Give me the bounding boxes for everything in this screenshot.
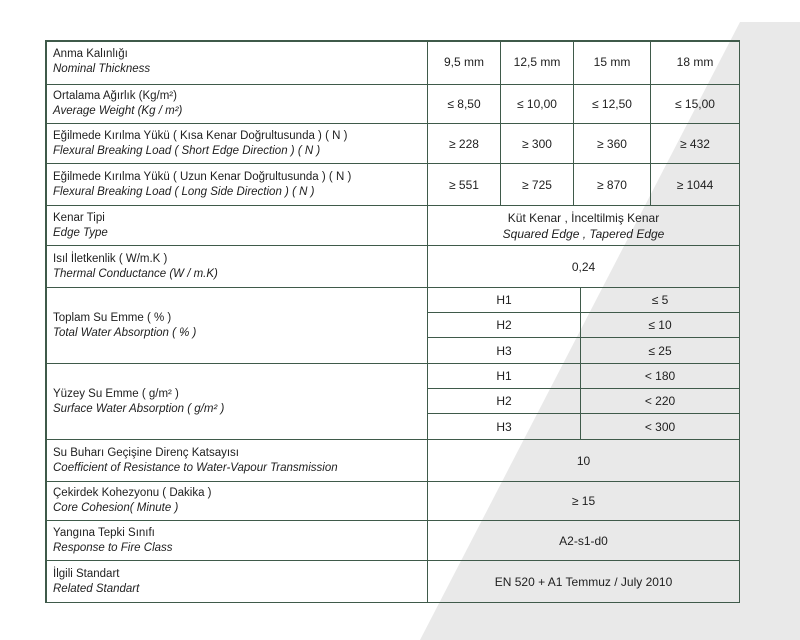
- label-en: Nominal Thickness: [53, 63, 151, 75]
- table-row: [45, 482, 740, 521]
- row-label: [45, 40, 428, 85]
- value-cell: 0,24: [428, 246, 740, 288]
- sub-key: H2: [428, 389, 581, 414]
- label-en: Surface Water Absorption ( g/m² ): [53, 402, 225, 415]
- sub-value: ≤ 10: [581, 313, 740, 338]
- sub-value: ≤ 25: [581, 338, 740, 364]
- label-tr: Isıl İletkenlik ( W/m.K ): [53, 252, 168, 265]
- table-row: [45, 561, 740, 603]
- spec-table: [45, 40, 740, 603]
- value-cell: 10: [428, 440, 740, 482]
- label-tr: Ortalama Ağırlık (Kg/m²): [53, 90, 177, 102]
- value-cell: A2-s1-d0: [428, 521, 740, 561]
- value-tr: Küt Kenar , İnceltilmiş Kenar: [507, 210, 660, 225]
- table-row: [45, 246, 740, 288]
- table-row: [45, 164, 740, 206]
- value-cell: ≥ 15: [428, 482, 740, 521]
- label-en: Thermal Conductance (W / m.K): [53, 267, 218, 280]
- sub-value: < 180: [581, 364, 740, 389]
- value-cell: ≥ 725: [501, 164, 574, 206]
- value-cell: ≤ 12,50: [574, 85, 651, 124]
- table-row: [45, 440, 740, 482]
- label-en: Core Cohesion( Minute ): [53, 502, 179, 514]
- row-label: [45, 440, 428, 482]
- value-cell: ≥ 228: [428, 124, 501, 164]
- row-label: [45, 288, 428, 364]
- table-row: [45, 364, 740, 440]
- table-row: [45, 124, 740, 164]
- row-label: [45, 85, 428, 124]
- value-en: Squared Edge , Tapered Edge: [502, 226, 665, 241]
- value-cell: EN 520 + A1 Temmuz / July 2010: [428, 561, 740, 603]
- label-tr: İlgili Standart: [53, 567, 120, 580]
- value-cell: 12,5 mm: [501, 40, 574, 85]
- label-en: Response to Fire Class: [53, 541, 173, 554]
- table-row: [45, 85, 740, 124]
- label-en: Edge Type: [53, 226, 108, 239]
- row-label: [45, 482, 428, 521]
- table-row: [45, 206, 740, 246]
- value-cell: ≥ 360: [574, 124, 651, 164]
- row-label: [45, 521, 428, 561]
- label-en: Average Weight (Kg / m²): [53, 105, 183, 117]
- label-tr: Toplam Su Emme ( % ): [53, 311, 172, 324]
- row-label: [45, 561, 428, 603]
- label-en: Total Water Absorption ( % ): [53, 326, 197, 339]
- value-cell: 18 mm: [651, 40, 740, 85]
- label-tr: Eğilmede Kırılma Yükü ( Uzun Kenar Doğrultusunda ) ( N ): [53, 170, 352, 183]
- sub-key: H1: [428, 288, 581, 313]
- label-en: Related Standart: [53, 582, 140, 595]
- value-cell: [428, 206, 740, 246]
- value-cell: 15 mm: [574, 40, 651, 85]
- row-label: [45, 364, 428, 440]
- label-en: Flexural Breaking Load ( Short Edge Direction ) ( N ): [53, 144, 321, 157]
- sub-key: H1: [428, 364, 581, 389]
- label-tr: Su Buharı Geçişine Direnç Katsayısı: [53, 446, 239, 459]
- label-tr: Yangına Tepki Sınıfı: [53, 526, 155, 539]
- value-cell: ≥ 870: [574, 164, 651, 206]
- row-label: [45, 124, 428, 164]
- sub-value: < 220: [581, 389, 740, 414]
- label-tr: Çekirdek Kohezyonu ( Dakika ): [53, 487, 212, 499]
- row-label: [45, 206, 428, 246]
- table-row: [45, 521, 740, 561]
- sub-key: H2: [428, 313, 581, 338]
- value-cell: ≥ 432: [651, 124, 740, 164]
- label-tr: Kenar Tipi: [53, 211, 105, 224]
- label-tr: Eğilmede Kırılma Yükü ( Kısa Kenar Doğrultusunda ) ( N ): [53, 129, 348, 142]
- sub-value: < 300: [581, 414, 740, 440]
- label-en: Flexural Breaking Load ( Long Side Direction ) ( N ): [53, 185, 315, 198]
- sub-value: ≤ 5: [581, 288, 740, 313]
- label-tr: Yüzey Su Emme ( g/m² ): [53, 387, 179, 400]
- table-row: [45, 40, 740, 85]
- value-cell: 9,5 mm: [428, 40, 501, 85]
- row-label: [45, 164, 428, 206]
- value-cell: ≤ 8,50: [428, 85, 501, 124]
- sub-key: H3: [428, 338, 581, 364]
- sub-key: H3: [428, 414, 581, 440]
- table-row: [45, 288, 740, 364]
- value-cell: ≥ 1044: [651, 164, 740, 206]
- label-en: Coefficient of Resistance to Water-Vapour Transmission: [53, 461, 338, 474]
- value-cell: ≥ 300: [501, 124, 574, 164]
- label-tr: Anma Kalınlığı: [53, 48, 128, 60]
- value-cell: ≤ 15,00: [651, 85, 740, 124]
- value-cell: ≤ 10,00: [501, 85, 574, 124]
- row-label: [45, 246, 428, 288]
- value-cell: ≥ 551: [428, 164, 501, 206]
